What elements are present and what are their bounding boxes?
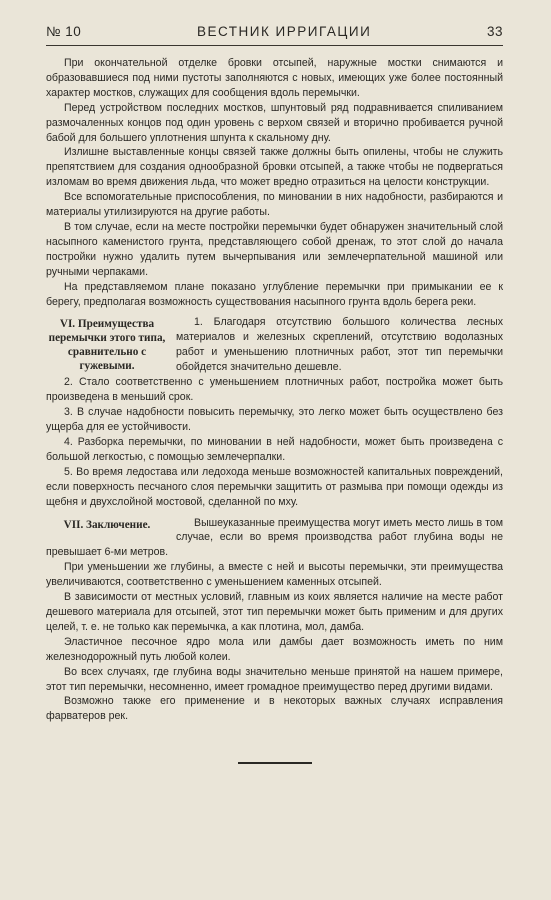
paragraph: Эластичное песочное ядро мола или дамбы дает возможность иметь по ним железнодорожный путь любой колеи. bbox=[46, 635, 503, 663]
section-vii-list bbox=[46, 560, 503, 724]
section-vii-heading: VII. Заключение. bbox=[63, 518, 151, 531]
section-vii-lead: Вышеуказанные преимущества могут иметь место лишь в том случае, если во время производства работ глубина воды не превышает 6-ми метров. bbox=[46, 516, 503, 559]
journal-title: ВЕСТНИК ИРРИГАЦИИ bbox=[196, 24, 372, 39]
section-vi-list bbox=[46, 375, 503, 509]
paragraph: На представляемом плане показано углубление перемычки при примыкании ее к берегу, предполагая возможность существования насыпного грунта вдоль берега реки. bbox=[46, 280, 503, 308]
section-vii bbox=[46, 516, 503, 561]
paragraph: Излишне выставленные концы связей также должны быть опилены, чтобы не служить препятствием для создания однообразной бровки отсыпей, а также чтобы не подвергаться изломам во время движения льда, что может вредно отразиться на целости конструкции. bbox=[46, 146, 503, 189]
section-vi bbox=[46, 315, 503, 375]
paragraph: 3. В случае надобности повысить перемычку, это легко может быть осуществлено без ущерба для ее устойчивости. bbox=[46, 406, 503, 434]
paragraph: 2. Стало соответственно с уменьшением плотничных работ, постройка может быть произведена в меньший срок. bbox=[46, 376, 503, 404]
paragraph: В зависимости от местных условий, главным из коих является наличие на месте работ дешевого материала для отсыпей, этот тип перемычки может быть применим и для других целей, т. е. не только как перемычка, а как плотина, мол, дамба. bbox=[46, 591, 503, 633]
section-vi-heading: VI. Преимущества перемычки этого типа, сравнительно с гужевыми. bbox=[48, 318, 166, 373]
paragraph: 4. Разборка перемычки, по миновании в ней надобности, может быть произведена с большой легкостью, с помощью землечерпалки. bbox=[46, 436, 503, 463]
paragraph: Все вспомогательные приспособления, по миновании в них надобности, разбираются и материалы утилизируются на другие работы. bbox=[46, 191, 503, 219]
page-number: 33 bbox=[486, 24, 503, 39]
section-vi-lead: 1. Благодаря отсутствию большого количества лесных материалов и железных скреплений, отсутствию водолазных работ и уменьшению плотничных работ, этот тип перемычки обойдется значительно дешевле. bbox=[176, 316, 503, 374]
paragraph: Во всех случаях, где глубина воды значительно меньше принятой на нашем примере, этот тип перемычки, несомненно, имеет громадное преимущество перед другими видами. bbox=[46, 665, 503, 693]
paragraph: Возможно также его применение и в некоторых важных случаях исправления фарватеров рек. bbox=[46, 695, 503, 723]
paragraph: В том случае, если на месте постройки перемычки будет обнаружен значительный слой насыпного каменистого грунта, представляющего собой дренаж, то этот слой до начала постройки нужно удалить путем вычерпывания или землечерпательной машиной или ручными черпаками. bbox=[46, 220, 503, 278]
paragraph: 5. Во время ледостава или ледохода меньше возможностей капитальных повреждений, если поверхность песчаного слоя перемычки защитить от размыва при помощи одежды из щебня и двухслойной мостовой, сделанной по мху. bbox=[46, 465, 503, 508]
end-rule bbox=[238, 762, 312, 764]
page-header bbox=[46, 24, 503, 46]
article-body bbox=[46, 56, 503, 724]
paragraph: При уменьшении же глубины, а вместе с ней и высоты перемычки, эти преимущества увеличиваются, соответственно с уменьшением каменных отсыпей. bbox=[46, 561, 503, 589]
issue-number: № 10 bbox=[46, 24, 82, 39]
paragraph: Перед устройством последних мостков, шпунтовый ряд подравнивается спиливанием размочаленных концов под один уровень с верхом связей и вторично пробивается ручной бабой для большего уплотнения шпунта к скальному дну. bbox=[46, 101, 503, 144]
paragraph: При окончательной отделке бровки отсыпей, наружные мостки снимаются и образовавшиеся под ними пустоты заполняются с новых, имеющих уже более постоянный характер мостков, служащих для сообщения вдоль перемычки. bbox=[46, 57, 503, 99]
